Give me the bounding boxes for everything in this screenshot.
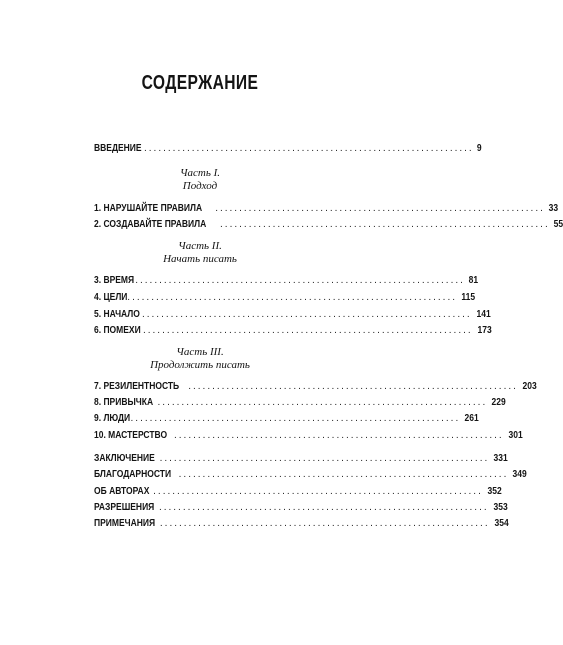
toc-entry-chapter-2[interactable] — [94, 219, 563, 233]
toc-entry-label: БЛАГОДАРНОСТИ — [94, 469, 172, 480]
toc-entry-label: 1. НАРУШАЙТЕ ПРАВИЛА — [94, 203, 203, 214]
toc-entry-label: 10. МАСТЕРСТВО — [94, 430, 168, 441]
part-2-title: Начать писать — [163, 253, 237, 265]
toc-entry-page: 173 — [477, 325, 492, 336]
toc-entry-label: 2. СОЗДАВАЙТЕ ПРАВИЛА — [94, 219, 207, 230]
dot-leader: ..................................................................... — [220, 219, 550, 230]
dot-leader: ..................................................................... — [178, 469, 509, 480]
toc-entry-page: 55 — [553, 219, 563, 230]
toc-entry-page: 81 — [468, 275, 479, 286]
dot-leader: ..................................................................... — [158, 502, 489, 513]
toc-entry-label: 8. ПРИВЫЧКА — [94, 397, 154, 408]
toc-entry-label: ЗАКЛЮЧЕНИЕ — [94, 453, 155, 464]
toc-entry-chapter-1[interactable] — [94, 203, 559, 217]
toc-entry-page: 331 — [493, 453, 508, 464]
toc-entry-chapter-10[interactable] — [94, 430, 523, 444]
toc-entry-chapter-3[interactable] — [94, 275, 479, 289]
toc-entry-page: 203 — [522, 381, 537, 392]
dot-leader: ..................................................................... — [174, 430, 504, 441]
part-1-title: Подход — [182, 180, 218, 192]
dot-leader: ..................................................................... — [153, 486, 483, 497]
dot-leader: ..................................................................... — [215, 203, 545, 214]
toc-entry-chapter-9[interactable] — [94, 413, 479, 427]
dot-leader: ..................................................................... — [157, 397, 488, 408]
toc-entry-label: 3. ВРЕМЯ — [94, 275, 135, 286]
toc-entry-page: 353 — [493, 502, 508, 513]
toc-entry-permissions[interactable] — [94, 502, 508, 516]
toc-entry-label: ПРИМЕЧАНИЯ — [94, 518, 156, 529]
dot-leader: ..................................................................... — [130, 413, 461, 424]
toc-entry-chapter-5[interactable] — [94, 309, 491, 323]
toc-entry-label: ОБ АВТОРАХ — [94, 486, 150, 497]
dot-leader: ..................................................................... — [141, 309, 472, 320]
toc-entry-label: 9. ЛЮДИ — [94, 413, 131, 424]
toc-entry-label: РАЗРЕШЕНИЯ — [94, 502, 155, 513]
part-1-label: Часть I. — [179, 167, 221, 179]
toc-entry-page: 33 — [548, 203, 559, 214]
toc-entry-acknowledgements[interactable] — [94, 469, 528, 483]
toc-entry-page: 261 — [464, 413, 479, 424]
part-3-title: Продолжить писать — [150, 359, 250, 371]
toc-entry-chapter-7[interactable] — [94, 381, 537, 395]
dot-leader: ..................................................................... — [144, 143, 474, 154]
toc-entry-introduction[interactable] — [94, 143, 482, 157]
toc-entry-page: 115 — [461, 292, 476, 303]
dot-leader: ..................................................................... — [159, 518, 490, 529]
toc-entry-page: 229 — [491, 397, 506, 408]
toc-entry-page: 349 — [512, 469, 528, 480]
toc-entry-page: 9 — [476, 143, 482, 154]
toc-entry-about-authors[interactable] — [94, 486, 502, 500]
toc-entry-conclusion[interactable] — [94, 453, 508, 467]
toc-entry-page: 352 — [487, 486, 502, 497]
dot-leader: ..................................................................... — [127, 292, 458, 303]
toc-entry-label: 7. РЕЗИЛЕНТНОСТЬ — [94, 381, 180, 392]
toc-entry-label: 6. ПОМЕХИ — [94, 325, 141, 336]
toc-entry-page: 301 — [508, 430, 523, 441]
toc-entry-page: 354 — [494, 518, 509, 529]
toc-entry-label: ВВЕДЕНИЕ — [94, 143, 142, 154]
dot-leader: ..................................................................... — [135, 275, 465, 286]
dot-leader: ..................................................................... — [188, 381, 518, 392]
toc-entry-notes[interactable] — [94, 518, 509, 532]
toc-entry-page: 141 — [476, 309, 491, 320]
dot-leader: ..................................................................... — [159, 453, 490, 464]
toc-entry-label: 4. ЦЕЛИ — [94, 292, 128, 303]
part-3-label: Часть III. — [176, 346, 224, 358]
toc-entry-chapter-4[interactable] — [94, 292, 476, 306]
toc-entry-label: 5. НАЧАЛО — [94, 309, 140, 320]
contents-title: СОДЕРЖАНИЕ — [141, 72, 259, 94]
toc-entry-chapter-8[interactable] — [94, 397, 506, 411]
dot-leader: ..................................................................... — [142, 325, 473, 336]
toc-entry-chapter-6[interactable] — [94, 325, 492, 339]
part-2-label: Часть II. — [178, 240, 222, 252]
